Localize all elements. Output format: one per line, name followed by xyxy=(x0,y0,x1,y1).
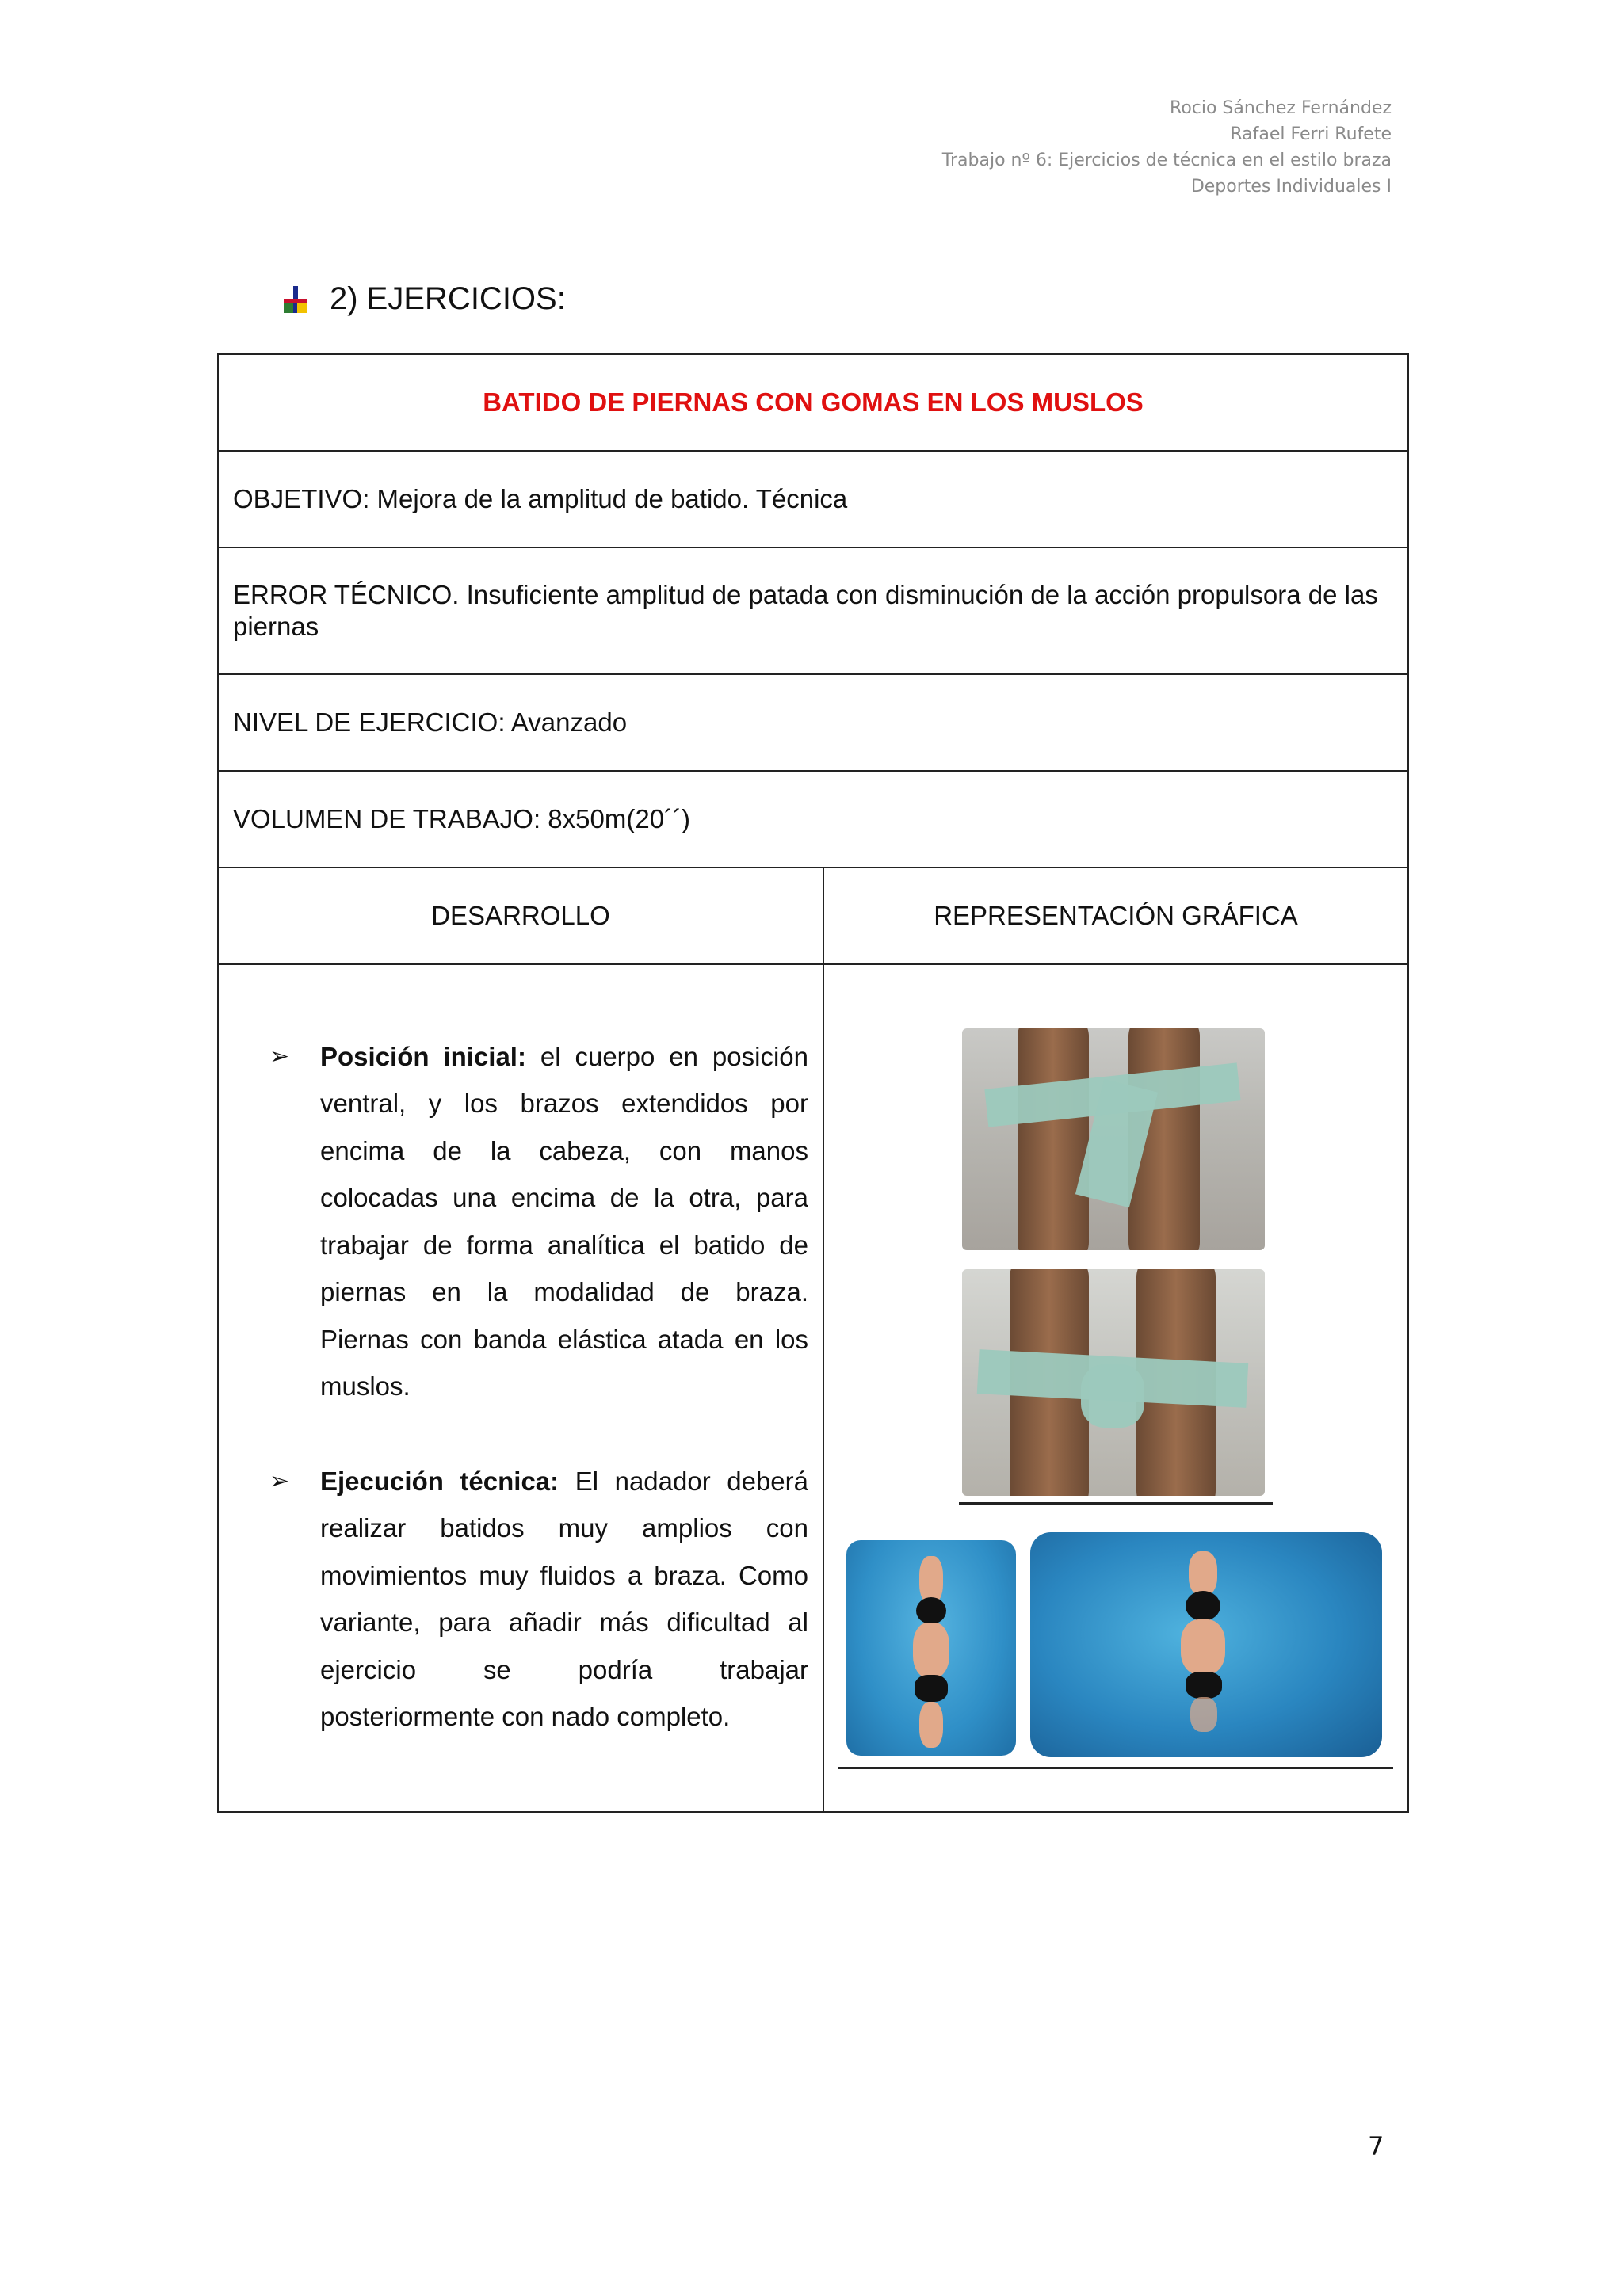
section-title-text: 2) EJERCICIOS: xyxy=(330,281,566,316)
arrow-bullet-icon: ➢ xyxy=(269,1467,290,1494)
level-row: NIVEL DE EJERCICIO: Avanzado xyxy=(218,674,1408,771)
list-item xyxy=(269,1033,808,1410)
graphic-cell xyxy=(823,964,1408,1812)
objective-row: OBJETIVO: Mejora de la amplitud de batido. Técnica xyxy=(218,451,1408,547)
volume-row: VOLUMEN DE TRABAJO: 8x50m(20´´) xyxy=(218,771,1408,868)
caption-line xyxy=(838,1767,1393,1769)
page-header xyxy=(678,95,1392,200)
page-number: 7 xyxy=(1368,2131,1384,2161)
header-author-2: Rafael Ferri Rufete xyxy=(1230,124,1392,144)
legs-band-photo-2 xyxy=(962,1269,1265,1496)
section-heading xyxy=(284,281,566,317)
development-cell xyxy=(218,964,823,1812)
list-item xyxy=(269,1458,808,1741)
swimmer-photo-2 xyxy=(1030,1532,1382,1757)
header-work-title: Trabajo nº 6: Ejercicios de técnica en el estilo braza xyxy=(941,151,1392,170)
item-label: Ejecución técnica: xyxy=(320,1466,559,1496)
exercise-table xyxy=(217,353,1409,1813)
bullet-cross-icon xyxy=(284,286,307,313)
item-text: el cuerpo en posición ventral, y los brazos extendidos por encima de la cabeza, con manos colocadas una encima de la otra, para trabajar de forma analítica el batido de piernas en la modalidad de braza. Piernas con banda elástica atada en los muslos. xyxy=(320,1041,808,1401)
caption-line xyxy=(959,1502,1273,1505)
header-course: Deportes Individuales I xyxy=(1190,177,1392,196)
arrow-bullet-icon: ➢ xyxy=(269,1043,290,1070)
exercise-title: BATIDO DE PIERNAS CON GOMAS EN LOS MUSLOS xyxy=(218,354,1408,451)
technical-error-row: ERROR TÉCNICO. Insuficiente amplitud de patada con disminución de la acción propulsora de las piernas xyxy=(218,547,1408,674)
graphic-header: REPRESENTACIÓN GRÁFICA xyxy=(823,868,1408,964)
swimmer-photo-1 xyxy=(846,1540,1016,1756)
header-author-1: Rocio Sánchez Fernández xyxy=(1170,98,1392,118)
legs-band-photo-1 xyxy=(962,1028,1265,1250)
development-header: DESARROLLO xyxy=(218,868,823,964)
item-text: El nadador deberá realizar batidos muy amplios con movimientos muy fluidos a braza. Como variante, para añadir más dificultad al ejercicio se podría trabajar posteriormente con nado completo. xyxy=(320,1466,809,1731)
item-label: Posición inicial: xyxy=(320,1041,526,1071)
